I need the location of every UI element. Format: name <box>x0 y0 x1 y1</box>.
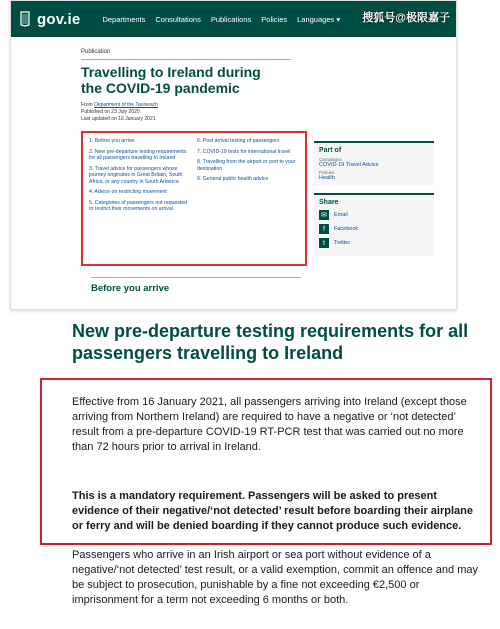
toc-link[interactable]: 1. Before you arrive <box>89 138 135 144</box>
published-date: Published on 23 July 2020 <box>81 109 140 115</box>
table-of-contents <box>81 131 307 266</box>
page-title: Travelling to Ireland during the COVID-19 pandemic <box>81 64 261 96</box>
policies-label: Policies <box>319 170 335 175</box>
nav-policies[interactable]: Policies <box>261 14 288 24</box>
toc-link[interactable]: 6. Post arrival testing of passengers <box>197 138 280 144</box>
toc-link[interactable]: 7. COVID-19 tests for international travel <box>197 148 291 155</box>
nav-languages[interactable]: Languages ▾ <box>297 14 341 24</box>
share-twitter[interactable] <box>319 238 429 248</box>
article-paragraph-1: Effective from 16 January 2021, all passengers arriving into Ireland (except those arriving from Northern Ireland) are required to have a negative or ‘not detected’ result from a pre-departure COVID-19 RT-PCR test that was carried out no more than 72 hours prior to arrival in Ireland. <box>72 396 467 453</box>
nav-consultations[interactable]: Consultations <box>155 14 201 24</box>
watermark: 搜狐号@极限嘉子 <box>362 12 450 24</box>
site-logo[interactable]: gov.ie <box>37 10 81 28</box>
toc-column-2 <box>197 138 299 259</box>
email-icon: ✉ <box>319 210 329 220</box>
share-card <box>314 193 434 256</box>
part-of-card <box>314 141 434 185</box>
toc-link[interactable]: 4. Advice on restricting movement <box>89 189 167 195</box>
publication-meta <box>81 102 451 123</box>
harp-icon <box>19 11 31 27</box>
section-divider <box>91 277 301 278</box>
policy-link[interactable]: Health <box>319 175 335 181</box>
share-facebook-label: Facebook <box>334 226 359 232</box>
twitter-icon: t <box>319 238 329 248</box>
article-paragraph-2: This is a mandatory requirement. Passengers will be asked to present evidence of their negative/‘not detected’ result before boarding their airplane or ferry and will be denied boarding if they cannot produce such evidence. <box>72 490 473 532</box>
toc-link[interactable]: 3. Travel advice for passengers whose journey originates in Great Britain, South Africa, or any country in South America <box>89 165 183 185</box>
toc-column-1 <box>89 138 191 259</box>
campaign-link[interactable]: COVID-19 Travel Advice <box>319 162 379 168</box>
share-email[interactable] <box>319 210 429 220</box>
part-of-title: Part of <box>319 147 342 154</box>
facebook-icon: f <box>319 224 329 234</box>
share-email-label: Email <box>334 212 348 218</box>
article-paragraph-3: Passengers who arrive in an Irish airport or sea port without evidence of a negative/‘not detected’ test result, or a valid exemption, commit an offence and may be subject to prosecution, punishable by a fine not exceeding €2,500 or imprisonment for a term not exceeding 6 months or both. <box>72 549 479 606</box>
share-title: Share <box>319 199 339 206</box>
campaigns-label: Campaigns <box>319 157 342 162</box>
share-twitter-label: Twitter <box>334 240 351 246</box>
from-prefix: From <box>81 102 93 108</box>
main-nav <box>102 15 340 24</box>
toc-link[interactable]: 8. Travelling from the airport or port to your destination <box>197 159 296 172</box>
publication-label: Publication <box>81 49 111 55</box>
nav-publications[interactable]: Publications <box>210 14 252 24</box>
webpage-screenshot <box>10 0 457 310</box>
share-facebook[interactable] <box>319 224 429 234</box>
nav-departments[interactable]: Departments <box>102 14 146 24</box>
updated-date: Last updated on 16 January 2021 <box>81 116 156 122</box>
sidebar <box>314 141 434 264</box>
article-headline: New pre-departure testing requirements for all passengers travelling to Ireland <box>72 321 469 363</box>
gold-divider <box>81 59 291 60</box>
toc-link[interactable]: 9. General public health advice <box>197 176 269 182</box>
publication-header <box>81 45 451 123</box>
toc-link[interactable]: 5. Categories of passengers not requested to restrict their movements on arrival <box>89 199 188 212</box>
section-title: Before you arrive <box>91 283 170 294</box>
toc-link[interactable]: 2. New pre-departure testing requirements for all passengers travelling to Ireland <box>89 148 187 161</box>
department-link[interactable]: Department of the Taoiseach <box>94 102 158 108</box>
